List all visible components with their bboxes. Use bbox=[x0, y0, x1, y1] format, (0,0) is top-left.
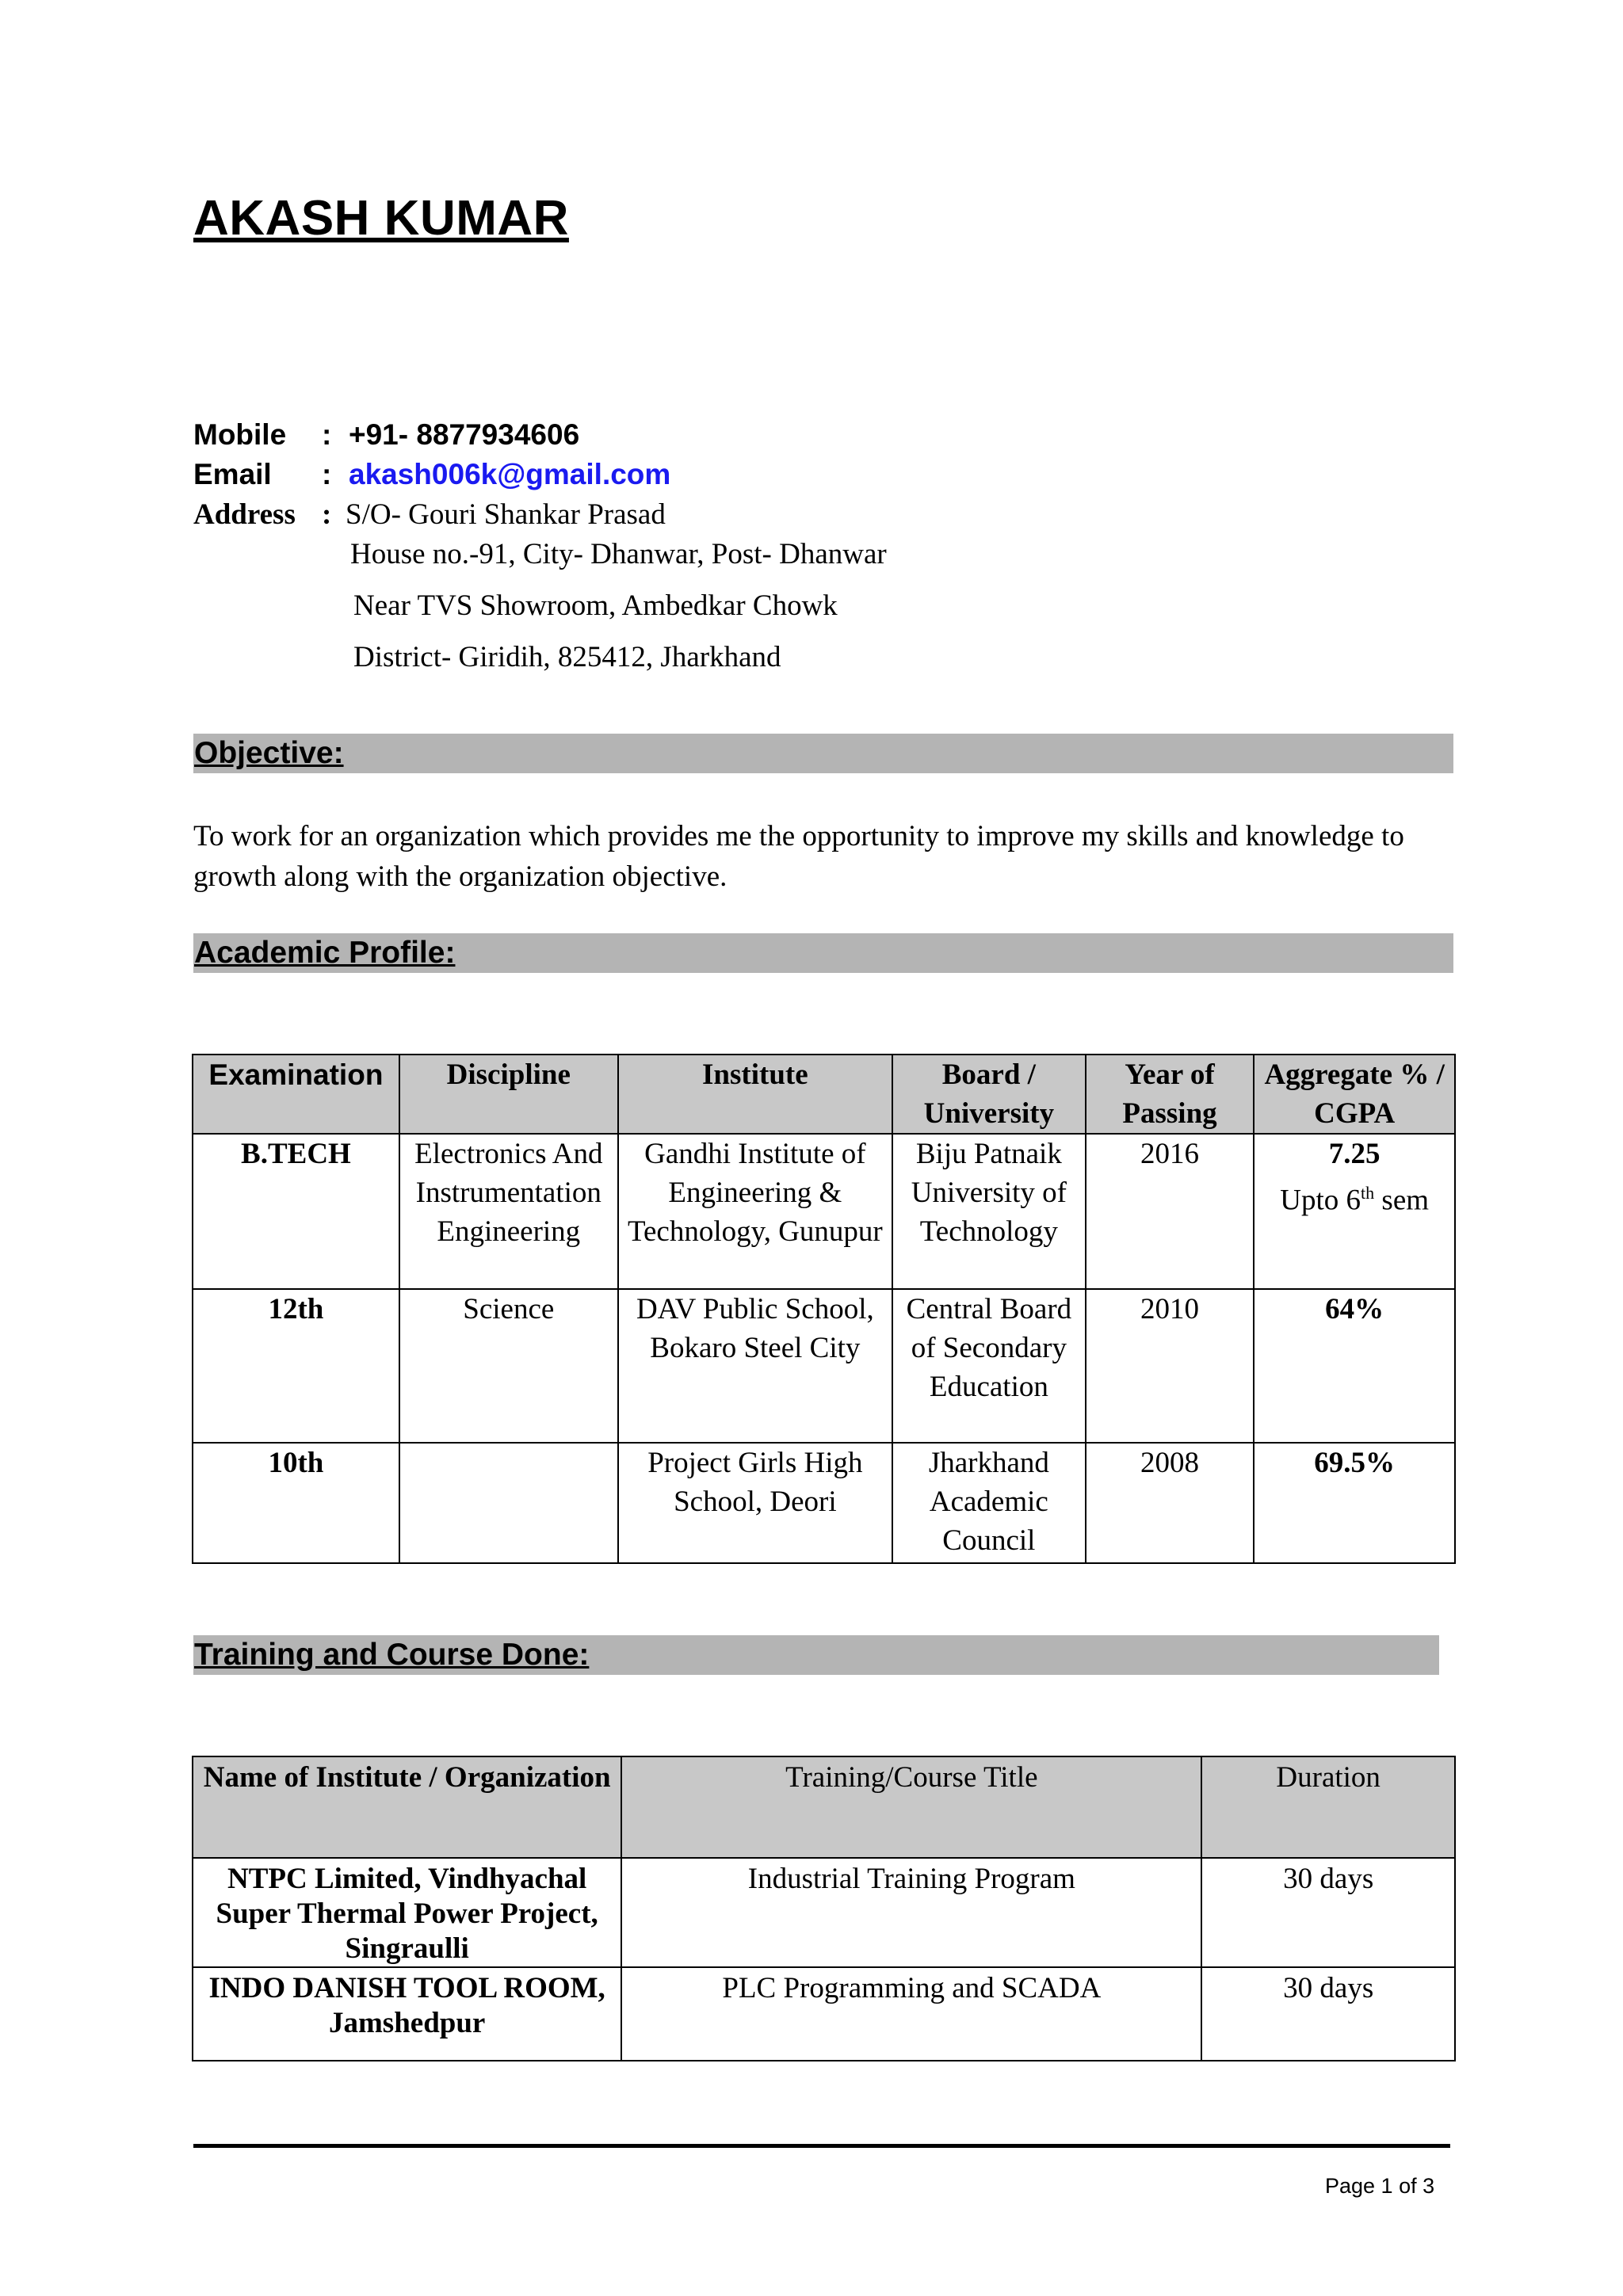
table-row bbox=[193, 1443, 1455, 1563]
training-header-duration: Duration bbox=[1201, 1756, 1455, 1858]
email-link[interactable]: akash006k@gmail.com bbox=[349, 458, 671, 490]
discipline-cell bbox=[399, 1443, 618, 1563]
address-line-2: House no.-91, City- Dhanwar, Post- Dhanwar bbox=[350, 538, 887, 570]
year-cell: 2016 bbox=[1086, 1134, 1254, 1289]
table-row bbox=[193, 1289, 1455, 1443]
exam-cell: B.TECH bbox=[193, 1134, 399, 1289]
institute-cell: Project Girls High School, Deori bbox=[618, 1443, 892, 1563]
academic-header-board: Board / University bbox=[892, 1055, 1086, 1134]
institute-cell: Gandhi Institute of Engineering & Technology, Gunupur bbox=[618, 1134, 892, 1289]
year-cell: 2010 bbox=[1086, 1289, 1254, 1443]
address-line-1: S/O- Gouri Shankar Prasad bbox=[346, 498, 666, 531]
training-header-row bbox=[193, 1756, 1455, 1858]
aggregate-value: 7.25 bbox=[1328, 1138, 1381, 1170]
address-label: Address bbox=[193, 498, 296, 531]
mobile-colon: : bbox=[322, 418, 332, 451]
table-row bbox=[193, 1858, 1455, 1967]
duration-cell: 30 days bbox=[1201, 1967, 1455, 2061]
candidate-name: AKASH KUMAR bbox=[193, 191, 569, 246]
objective-text: To work for an organization which provides me the opportunity to improve my skills and knowledge to growth along with the organization objective. bbox=[193, 820, 1404, 893]
discipline-cell: Science bbox=[399, 1289, 618, 1443]
board-cell: Biju Patnaik University of Technology bbox=[892, 1134, 1086, 1289]
training-title: Training and Course Done: bbox=[194, 1638, 590, 1672]
academic-header-aggregate: Aggregate % / CGPA bbox=[1254, 1055, 1455, 1134]
table-row bbox=[193, 1134, 1455, 1289]
aggregate-note-sup: th bbox=[1361, 1183, 1375, 1203]
aggregate-note-pre: Upto 6 bbox=[1280, 1184, 1361, 1217]
table-row bbox=[193, 1967, 1455, 2061]
course-title-cell: PLC Programming and SCADA bbox=[621, 1967, 1201, 2061]
training-table bbox=[192, 1756, 1456, 2061]
academic-header-institute: Institute bbox=[618, 1055, 892, 1134]
aggregate-cell: 64% bbox=[1254, 1289, 1455, 1443]
academic-header-examination: Examination bbox=[193, 1055, 399, 1134]
aggregate-note bbox=[1258, 1173, 1451, 1219]
board-cell: Jharkhand Academic Council bbox=[892, 1443, 1086, 1563]
board-cell: Central Board of Secondary Education bbox=[892, 1289, 1086, 1443]
mobile-label: Mobile bbox=[193, 418, 287, 451]
footer-divider bbox=[193, 2144, 1450, 2148]
address-line-4: District- Giridih, 825412, Jharkhand bbox=[353, 641, 781, 673]
objective-title: Objective: bbox=[194, 736, 344, 770]
aggregate-cell bbox=[1254, 1134, 1455, 1289]
academic-header-discipline: Discipline bbox=[399, 1055, 618, 1134]
mobile-value: +91- 8877934606 bbox=[349, 418, 580, 451]
institute-cell: DAV Public School, Bokaro Steel City bbox=[618, 1289, 892, 1443]
training-header-title: Training/Course Title bbox=[621, 1756, 1201, 1858]
org-cell: INDO DANISH TOOL ROOM, Jamshedpur bbox=[193, 1967, 621, 2061]
year-cell: 2008 bbox=[1086, 1443, 1254, 1563]
email-colon: : bbox=[322, 458, 332, 490]
page-number: Page 1 of 3 bbox=[1325, 2174, 1435, 2198]
org-cell: NTPC Limited, Vindhyachal Super Thermal Power Project, Singraulli bbox=[193, 1858, 621, 1967]
exam-cell: 12th bbox=[193, 1289, 399, 1443]
aggregate-cell: 69.5% bbox=[1254, 1443, 1455, 1563]
email-label: Email bbox=[193, 458, 272, 490]
duration-cell: 30 days bbox=[1201, 1858, 1455, 1967]
exam-cell: 10th bbox=[193, 1443, 399, 1563]
training-header-org: Name of Institute / Organization bbox=[193, 1756, 621, 1858]
address-line-3: Near TVS Showroom, Ambedkar Chowk bbox=[353, 589, 838, 622]
aggregate-note-post: sem bbox=[1374, 1184, 1430, 1217]
discipline-cell: Electronics And Instrumentation Engineering bbox=[399, 1134, 618, 1289]
objective-header-bar bbox=[193, 734, 1453, 773]
academic-header-year: Year of Passing bbox=[1086, 1055, 1254, 1134]
course-title-cell: Industrial Training Program bbox=[621, 1858, 1201, 1967]
academic-header-row bbox=[193, 1055, 1455, 1134]
academic-title: Academic Profile: bbox=[194, 936, 456, 970]
address-colon: : bbox=[322, 498, 332, 531]
academic-table bbox=[192, 1054, 1456, 1564]
